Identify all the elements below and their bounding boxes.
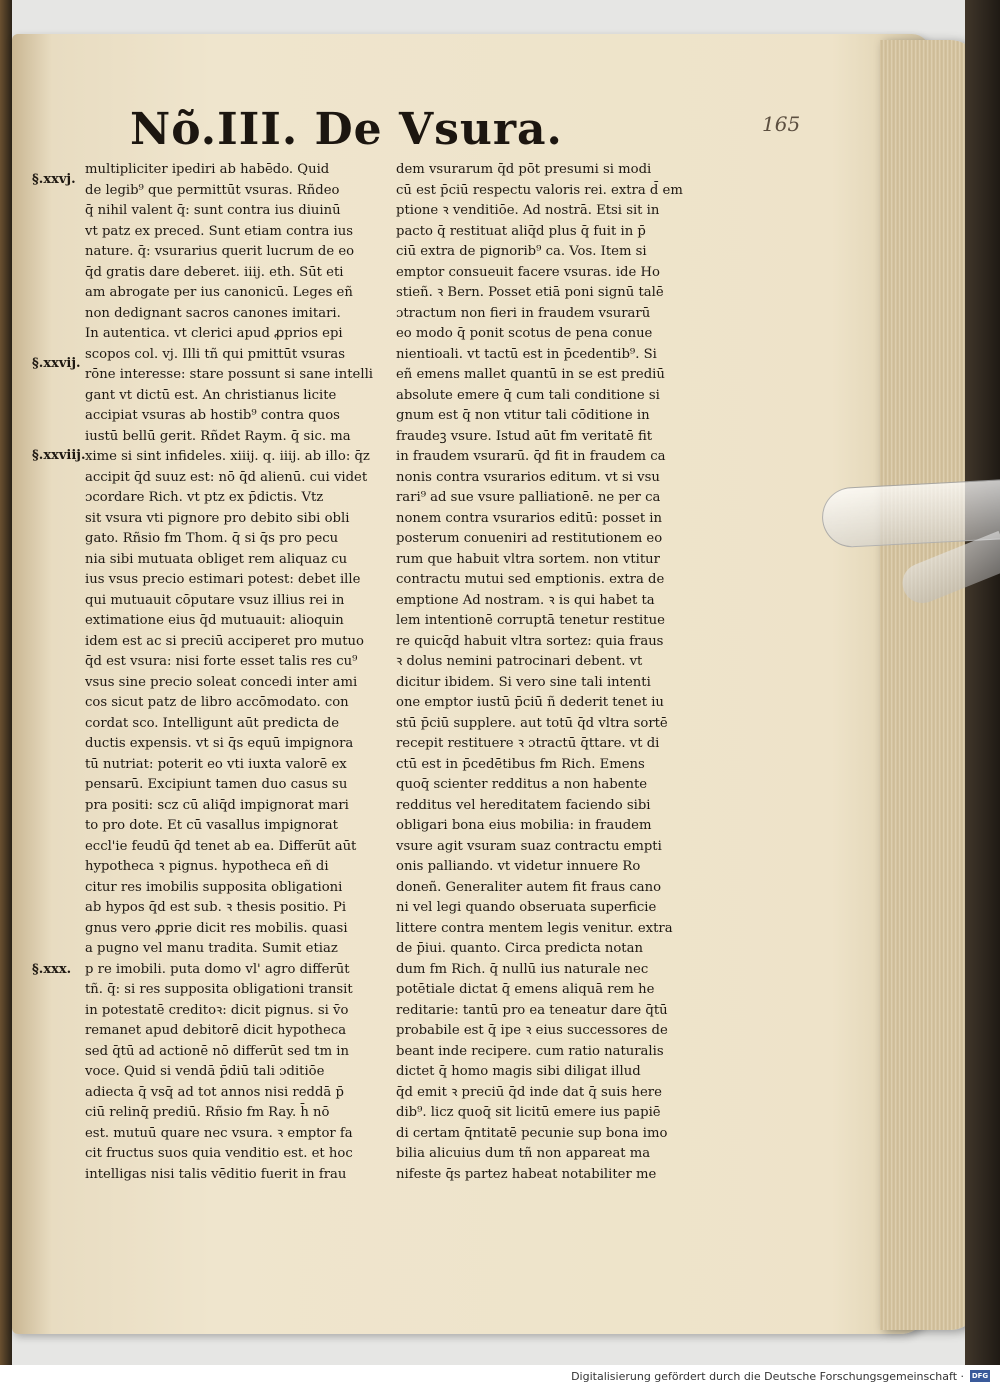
text-line: q̄ nihil valent q̄: sunt contra ius diuinū [85,203,341,218]
text-line: ciū relinq̄ prediū. Rñsio fm Ray. h̄ nō [85,1105,330,1120]
text-line: de legib⁹ que permittūt vsuras. Rñdeo [85,182,340,198]
text-line: beant inde recipere. cum ratio naturalis [396,1043,664,1059]
dfg-logo-icon: DFG [971,1372,989,1380]
text-line: lem intentionē corruptā tenetur restitue [396,613,665,628]
text-line: p re imobili. puta domo vl' agro differūt [85,961,350,977]
text-line: obligari bona eius mobilia: in fraudem [396,818,652,833]
text-line: to pro dote. Et cū vasallus impignorat [85,818,338,833]
text-column-right [396,160,692,1185]
text-line: hypotheca ꝛ pignus. hypotheca eñ di [85,859,329,874]
text-line: one emptor iustū p̄ciū ñ dederit tenet iu [396,695,664,710]
text-line: absolute emere q̄ cum tali conditione si [396,387,660,403]
text-line: gnum est q̄ non vtitur tali cōditione in [396,408,650,423]
text-line: gnus vero ꝓprie dicit res mobilis. quasi [85,920,348,936]
text-line: iustū bellū gerit. Rñdet Raym. q̄ sic. ma [85,428,351,444]
text-line: probabile est q̄ ipe ꝛ eius successores de [396,1023,668,1038]
text-line: In autentica. vt clerici apud ꝓprios epi [85,326,343,341]
text-line: nonis contra vsurarios editum. vt si vsu [396,469,660,485]
text-line: ni vel legi quando obseruata superficie [396,900,657,915]
margin-note: §.xxvij. [32,356,81,371]
text-line: bilia alicuius dum tñ non appareat ma [396,1146,651,1161]
text-line: adiecta q̄ vsq̄ ad tot annos nisi reddā p̄ [85,1084,344,1100]
text-line: eñ emens mallet quantū in se est prediū [396,367,665,382]
text-line: ɔtractum non fieri in fraudem vsurarū [396,305,651,321]
text-line: q̄d est vsura: nisi forte esset talis res cu⁹ [85,654,358,669]
text-line: qui mutuauit cōputare vsuz illius rei in [85,592,345,608]
text-line: ductis expensis. vt si q̄s equū impignora [85,736,354,751]
text-line: posterum conueniri ad restitutionem eo [396,531,663,546]
text-line: accipit q̄d suuz est: nō q̄d alienū. cui videt [85,469,368,485]
text-line: nia sibi mutuata obliget rem aliquaz cu [85,551,348,567]
text-line: cos sicut patz de libro accōmodato. con [85,695,349,710]
text-line: dem vsurarum q̄d pōt presumi si modi [396,162,652,177]
text-line: contractu mutui sed emptionis. extra de [396,572,665,587]
text-line: rōne interesse: stare possunt si sane intelli [85,367,374,382]
text-line: pensarū. Excipiunt tamen duo casus su [85,777,348,792]
text-line: voce. Quid si vendā p̄diū tali ɔditiōe [85,1064,325,1079]
bookmark-strip [821,479,1000,548]
text-line: gant vt dictū est. An christianus licite [85,387,337,403]
text-line: nonem contra vsurarios editū: posset in [396,510,663,526]
text-line: ciū extra de pignorib⁹ ca. Vos. Item si [396,244,647,259]
text-line: remanet apud debitorē dicit hypotheca [85,1023,347,1038]
text-line: emptor consueuit facere vsuras. ide Ho [396,264,660,280]
text-line: ptione ꝛ venditiōe. Ad nostrā. Etsi sit in [396,203,660,218]
text-line: extimatione eius q̄d mutuauit: alioquin [85,613,344,628]
text-line: redditus vel hereditatem faciendo sibi [396,797,651,813]
page-header: Nõ.III. De Vsura. [130,104,563,155]
book-binding [0,0,12,1365]
folio-number: 165 [762,112,801,136]
text-line: re quicq̄d habuit vltra sortez: quia fraus [396,633,664,649]
text-column-left [85,160,385,1185]
text-line: in fraudem vsurarū. q̄d fit in fraudem ca [396,449,666,464]
text-line: stieñ. ꝛ Bern. Posset etiā poni signū talē [396,285,664,300]
text-line: nientioali. vt tactū est in p̄cedentib⁹. Si [396,346,657,362]
text-line: multipliciter ipediri ab habēdo. Quid [85,162,330,177]
text-line: littere contra mentem legis venitur. extra [396,920,673,936]
footer-credit: Digitalisierung gefördert durch die Deutsche Forschungsgemeinschaft · [571,1369,964,1383]
text-line: q̄d gratis dare deberet. iiij. eth. Sūt eti [85,264,344,280]
text-line: dum fm Rich. q̄ nullū ius naturale nec [396,961,649,977]
text-line: fraudeꝫ vsure. Istud aūt fm veritatē fit [396,428,653,444]
text-line: ɔcordare Rich. vt ptz ex p̄dictis. Vtz [85,490,324,505]
margin-note: §.xxvj. [32,172,76,187]
text-line: tū nutriat: poterit eo vti iuxta valorē ex [85,756,347,772]
text-line: xime si sint infideles. xiiij. q. iiij. ab illo: q̄z [85,449,370,464]
text-line: cit fructus suos quia venditio est. et hoc [85,1146,353,1161]
text-line: q̄d emit ꝛ preciū q̄d inde dat q̄ suis here [396,1084,662,1100]
text-line: cordat sco. Intelligunt aūt predicta de [85,715,340,731]
text-line: sed q̄tū ad actionē nō differūt sed tm in [85,1043,349,1059]
text-line: scopos col. vj. Illi tñ qui pmittūt vsuras [85,346,346,362]
text-line: doneñ. Generaliter autem fit fraus cano [396,879,662,895]
text-line: quoq̄ scienter redditus a non habente [396,777,648,792]
text-line: dictet q̄ homo magis sibi diligat illud [396,1064,641,1079]
text-line: gato. Rñsio fm Thom. q̄ si q̄s pro pecu [85,531,339,546]
text-line: rari⁹ ad sue vsure palliationē. ne per ca [396,490,661,505]
margin-note: §.xxviij. [32,448,86,463]
text-line: dicitur ibidem. Si vero sine tali intenti [396,674,651,690]
text-line: est. mutuū quare nec vsura. ꝛ emptor fa [85,1125,353,1141]
text-line: in potestatē creditoꝛ: dicit pignus. si v̄o [85,1002,349,1018]
text-line: a pugno vel manu tradita. Sumit etiaz [85,941,338,956]
text-line: di certam q̄ntitatē pecunie sup bona imo [396,1125,668,1141]
text-line: ius vsus precio estimari potest: debet ille [85,572,361,587]
text-line: non dedignant sacros canones imitari. [85,305,341,321]
text-line: ab hypos q̄d est sub. ꝛ thesis positio. Pi [85,900,347,915]
text-line: rum que habuit vltra sortem. non vtitur [396,551,660,567]
text-line: recepit restituere ꝛ ɔtractū q̄ttare. vt di [396,736,660,751]
text-line: cū est p̄ciū respectu valoris rei. extra d̄ em [396,182,683,198]
text-line: vsus sine precio soleat concedi inter ami [85,674,358,690]
text-line: ctū est in p̄cedētibus fm Rich. Emens [396,756,645,772]
text-line: pra positi: scz cū aliq̄d impignorat mari [85,797,349,813]
text-line: nature. q̄: vsurarius querit lucrum de eo [85,244,355,259]
text-line: sit vsura vti pignore pro debito sibi obli [85,510,350,526]
text-line: pacto q̄ restituat aliq̄d plus q̄ fuit in p̄ [396,223,646,239]
text-line: eccl'ie feudū q̄d tenet ab ea. Differūt aūt [85,838,357,854]
text-line: emptione Ad nostram. ꝛ is qui habet ta [396,592,655,608]
text-line: tñ. q̄: si res supposita obligationi transit [85,982,353,997]
text-line: citur res imobilis supposita obligationi [85,879,343,895]
text-line: de p̄iui. quanto. Circa predicta notan [396,941,643,956]
margin-note: §.xxx. [32,962,72,977]
text-line: reditarie: tantū pro ea teneatur dare q̄tū [396,1002,668,1018]
text-line: accipiat vsuras ab hostib⁹ contra quos [85,408,340,423]
text-line: potētiale dictat q̄ emens aliquā rem he [396,982,655,997]
text-line: vt patz ex preced. Sunt etiam contra ius [85,223,354,239]
text-line: dib⁹. licz quoq̄ sit licitū emere ius papiē [396,1105,661,1120]
text-line: idem est ac si preciū acciperet pro mutuo [85,633,364,649]
text-line: vsure agit vsuram suaz contractu empti [396,838,662,854]
text-line: am abrogate per ius canonicū. Leges eñ [85,285,353,300]
text-line: onis palliando. vt videtur innuere Ro [396,859,641,874]
text-line: ꝛ dolus nemini patrocinari debent. vt [396,654,643,669]
text-line: stū p̄ciū supplere. aut totū q̄d vltra sortē [396,715,668,731]
text-line: eo modo q̄ ponit scotus de pena conue [396,326,653,341]
footer-bar [0,1365,1000,1387]
text-line: intelligas nisi talis vēditio fuerit in frau [85,1166,347,1182]
text-line: nifeste q̄s partez habeat notabiliter me [396,1166,657,1182]
book-cover-edge [965,0,1000,1365]
